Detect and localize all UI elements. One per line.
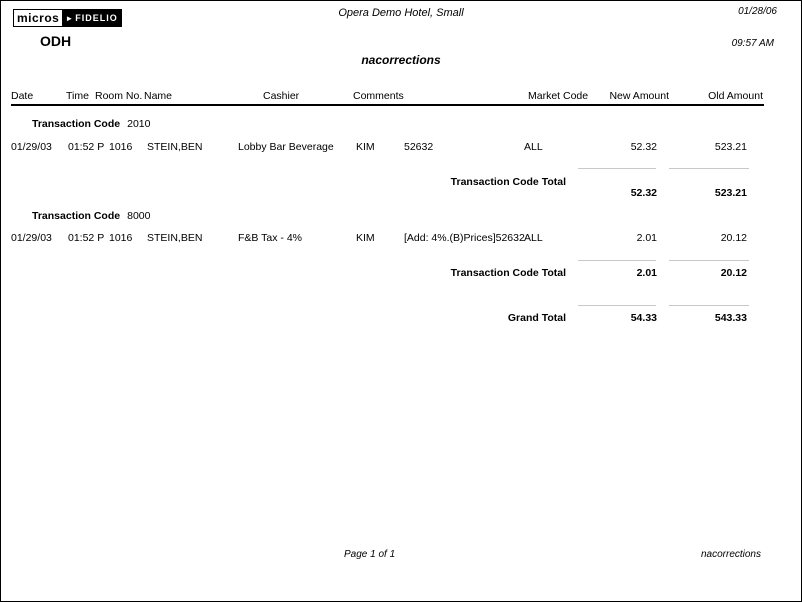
col-header-new-amount: New Amount <box>609 90 669 102</box>
report-time: 09:57 AM <box>731 38 774 49</box>
logo-arrow-icon: ► <box>65 13 75 23</box>
total-rule-new-amount <box>578 168 656 169</box>
report-title: nacorrections <box>361 53 441 67</box>
grand-total-label: Grand Total <box>507 312 566 324</box>
transaction-code-heading <box>32 118 150 130</box>
cell-comments: [Add: 4%.(B)Prices]52632 <box>404 232 525 244</box>
transaction-code-value: 2010 <box>127 118 151 130</box>
col-header-name: Name <box>144 90 173 102</box>
col-header-room-no: Room No. <box>95 90 143 102</box>
grand-total-new: 54.33 <box>630 312 657 324</box>
cell-name: STEIN,BEN <box>147 141 203 153</box>
cell-description: F&B Tax - 4% <box>238 232 302 244</box>
col-header-market-code: Market Code <box>528 90 589 102</box>
grand-total-old: 543.33 <box>714 312 747 324</box>
grand-total-rule-old-amount <box>669 305 749 306</box>
cell-time: 01:52 P <box>68 141 105 153</box>
report-date: 01/28/06 <box>738 6 777 17</box>
cell-old-amount: 20.12 <box>720 232 747 244</box>
transaction-code-value: 8000 <box>127 210 151 222</box>
property-code: ODH <box>40 33 72 49</box>
cell-comments: 52632 <box>404 141 434 153</box>
col-header-cashier: Cashier <box>263 90 300 102</box>
cell-name: STEIN,BEN <box>147 232 203 244</box>
total-rule-old-amount <box>669 260 749 261</box>
cell-new-amount: 52.32 <box>630 141 657 153</box>
cell-date: 01/29/03 <box>11 141 52 153</box>
cell-cashier: KIM <box>356 232 375 244</box>
grand-total-rule-new-amount <box>578 305 656 306</box>
page-number: Page 1 of 1 <box>344 549 396 560</box>
hotel-name: Opera Demo Hotel, Small <box>338 7 464 19</box>
header-divider-rule <box>11 104 764 106</box>
cell-market-code: ALL <box>524 232 543 244</box>
logo-fidelio-text: FIDELIO <box>75 13 118 23</box>
cell-time: 01:52 P <box>68 232 105 244</box>
transaction-code-total-label: Transaction Code Total <box>450 267 566 279</box>
col-header-time: Time <box>66 90 89 102</box>
col-header-comments: Comments <box>353 90 404 102</box>
total-rule-new-amount <box>578 260 656 261</box>
col-header-date: Date <box>11 90 34 102</box>
cell-new-amount: 2.01 <box>636 232 657 244</box>
footer-report-name: nacorrections <box>700 549 761 560</box>
cell-old-amount: 523.21 <box>714 141 747 153</box>
cell-date: 01/29/03 <box>11 232 52 244</box>
cell-room-no: 1016 <box>109 232 133 244</box>
transaction-code-total-new: 52.32 <box>630 187 657 199</box>
transaction-code-label: Transaction Code <box>32 118 121 130</box>
cell-room-no: 1016 <box>109 141 133 153</box>
transaction-code-total-old: 523.21 <box>714 187 747 199</box>
transaction-code-total-label: Transaction Code Total <box>450 176 566 188</box>
transaction-code-total-new: 2.01 <box>636 267 657 279</box>
transaction-code-heading <box>32 210 150 222</box>
cell-market-code: ALL <box>524 141 543 153</box>
cell-description: Lobby Bar Beverage <box>238 141 334 153</box>
total-rule-old-amount <box>669 168 749 169</box>
col-header-old-amount: Old Amount <box>708 90 763 102</box>
transaction-code-label: Transaction Code <box>32 210 121 222</box>
cell-cashier: KIM <box>356 141 375 153</box>
transaction-code-total-old: 20.12 <box>720 267 747 279</box>
logo-micros-text: micros <box>13 9 63 27</box>
